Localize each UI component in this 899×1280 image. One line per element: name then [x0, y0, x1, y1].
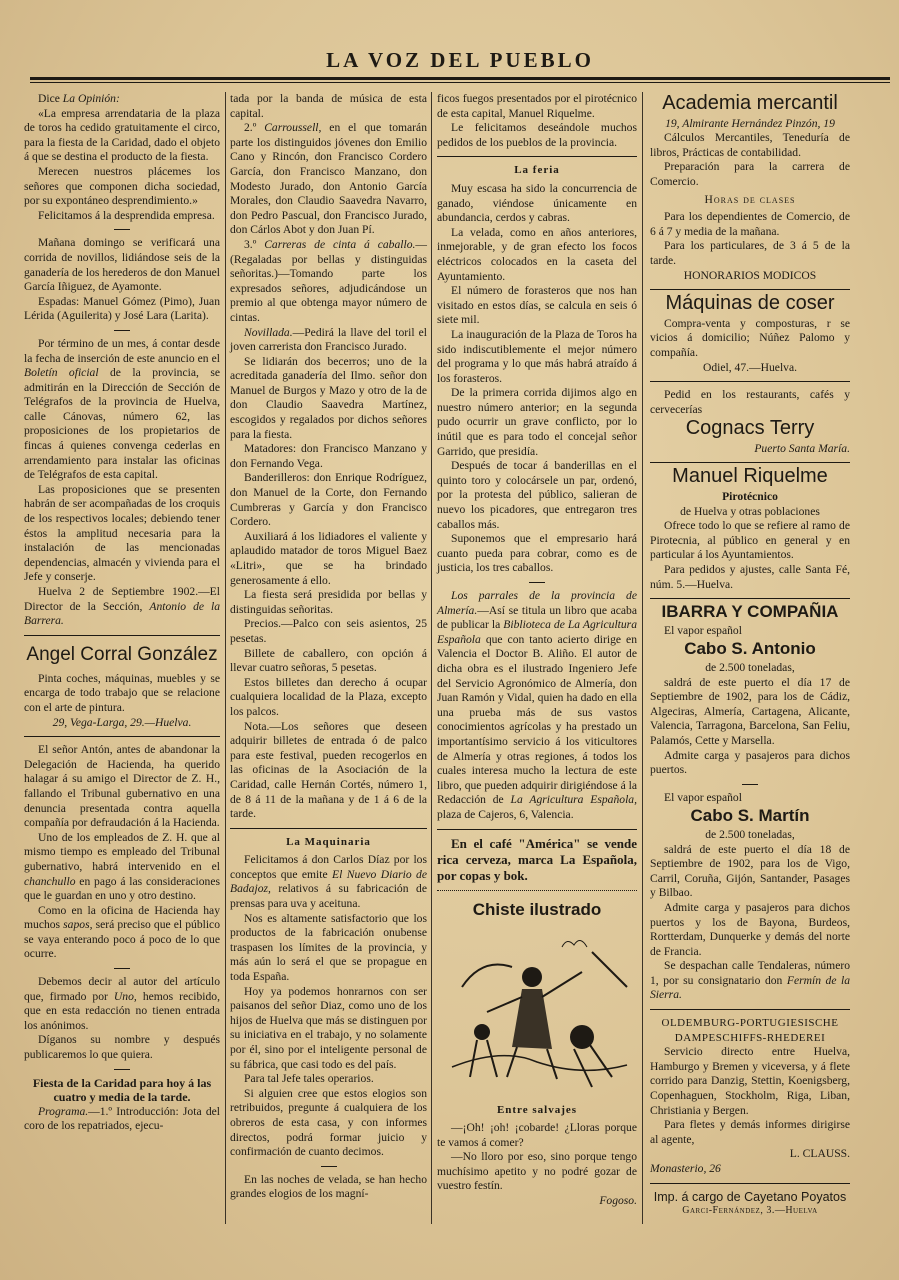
ad-address: 19, Almirante Hernández Pinzón, 19	[665, 116, 835, 130]
ad-text: En el café "América" se vende rica cerveza, marca La Española, por copas y bok.	[437, 835, 637, 883]
ad-subtitle: Puerto Santa María.	[754, 441, 850, 455]
ad-note: HONORARIOS MODICOS	[683, 268, 817, 282]
ad-title: DAMPESCHIFFS-RHEDEREI	[674, 1031, 826, 1044]
column-divider	[431, 92, 432, 1224]
article-paragraph: Como en la oficina de Hacienda hay muchos sapos, será preciso que el público se vaya enterando poco á poco de lo que ocurre.	[24, 903, 220, 961]
article-paragraph: Uno de los empleados de Z. H. que al mismo tiempo es empleado del Tribunal gubernativo, habrá intervenido en el chanchullo en pago á las consideraciones que le guardan en uno y otro destino.	[24, 830, 220, 903]
article-paragraph: 2.º Carroussell, en el que tomarán parte los distinguidos jóvenes don Emilio Cano y Rincón, don Francisco Cordero García, don Francisco Manzano, don Modesto Jurado, don Antonio García Morales, don Claudio Saavedra Navarro, don Pedro Pascual, don Francisco Jurado, don Cárlos Abot y don Juan Pí.	[230, 121, 427, 237]
article-paragraph: «La empresa arrendataria de la plaza de toros ha cedido gratuitamente el circo, para la fiesta de la Caridad, dado el objeto á que se destina el producto de la fiesta.	[24, 106, 220, 164]
ad-text: Para pedidos y ajustes, calle Santa Fé, núm. 5.—Huelva.	[650, 563, 850, 591]
separator	[24, 635, 220, 636]
masthead: LA VOZ DEL PUEBLO	[326, 48, 594, 72]
article-paragraph: Nota.—Los señores que deseen adquirir billetes de entrada ó de palco para este festival, pueden recogerlos en las oficinas de la Asociación de la Caridad, calle Hernán Cortés, número 1, de 8 á 11 de la mañana y de 1 á 6 de la tarde.	[230, 719, 427, 821]
ad-text: Pedid en los restaurants, cafés y cervecerías	[650, 388, 850, 416]
ship-name: Cabo S. Antonio	[684, 639, 816, 659]
ad-text: Para los dependientes de Comercio, de 6 á 7 y media de la mañana.	[650, 210, 850, 238]
ship-name: Cabo S. Martín	[690, 806, 810, 826]
article-paragraph: Las proposiciones que se presenten habrán de ser acompañadas de los croquis de los respectivos locales; debiendo tener éstos la amplitud necesaria para la instalación de las mencionadas dependencias, almacén y vivienda para el Jefe y conserje.	[24, 482, 220, 584]
article-paragraph: Precios.—Palco con seis asientos, 25 pesetas.	[230, 617, 427, 645]
signature: Fogoso.	[599, 1194, 637, 1208]
ad-address: 29, Vega-Larga, 29.—Huelva.	[52, 715, 192, 729]
article-paragraph: Dice La Opinión:	[38, 92, 120, 105]
separator	[437, 829, 637, 830]
ad-text: de 2.500 toneladas,	[705, 827, 795, 841]
article-paragraph: Auxiliará á los lidiadores el valiente y aplaudido matador de toros Miguel Baez «Litri», que se ha brindado generosamente á ello.	[230, 529, 427, 587]
separator	[114, 1069, 130, 1070]
separator	[742, 784, 758, 785]
caption: Entre salvajes	[496, 1103, 578, 1116]
column-4	[650, 92, 850, 1219]
article-paragraph: Por término de un mes, á contar desde la fecha de inserción de este anuncio en el Boletín oficial de la provincia, se admitirán en la Dirección de Sección de Telégrafos de la provincia de Huelva, calle Cánovas, número 62, las proposiciones de los propietarios de fincas á quienes convenga cederlas en arrendamiento para instalar las oficinas de Telégrafos de esta capital.	[24, 336, 220, 482]
ad-text: Para fletes y demás informes dirigirse al agente,	[650, 1118, 850, 1146]
separator	[650, 598, 850, 599]
article-paragraph: Banderilleros: don Enrique Rodríguez, don Manuel de la Corte, don Fernando Cumbreras y García y don Francisco Cordero.	[230, 471, 427, 529]
ad-text: Ofrece todo lo que se refiere al ramo de Pirotecnia, al público en general y en particular á los Ayuntamientos.	[650, 519, 850, 562]
article-paragraph: Felicitamos á la desprendida empresa.	[38, 208, 215, 222]
column-2	[230, 92, 427, 1202]
separator	[650, 289, 850, 290]
ad-subtitle: Pirotécnico	[722, 490, 778, 504]
ad-text: de 2.500 toneladas,	[705, 661, 795, 674]
article-paragraph: Los parrales de la provincia de Almería.—Así se titula un libro que acaba de publicar la Biblioteca de La Agricultura Española que con tanto acierto dirige en Valencia el Doctor B. Aliño. El autor de dicha obra es el ilustrado Ingeniero Jefe del Servicio Agronómico de Almería, don Juan Ramón y Vidal, quien ha dado en ella una prueba más de sus vastos conocimientos agrícolas y ha prestado un importantísimo servicio á los viticultores de Almería y otras regiones, á todos los cuales interesa mucho la lectura de este libro, que pueden adquirir dirigiéndose á la Redacción de La Agricultura Española, plaza de Cajeros, 6, Valencia.	[437, 589, 637, 821]
separator	[437, 890, 637, 891]
separator	[650, 1183, 850, 1184]
cartoon-illustration	[442, 927, 632, 1097]
section-heading: La Maquinaria	[286, 835, 371, 848]
column-1	[24, 92, 220, 1134]
ad-title: Manuel Riquelme	[672, 465, 828, 488]
dialogue: —¡Oh! ¡oh! ¡cobarde! ¿Lloras porque te vamos á comer?	[437, 1121, 637, 1149]
ad-text: saldrá de este puerto el día 17 de Septiembre de 1902, para los de Cádiz, Algeciras, Almería, Cartagena, Alicante, Valencia, Tarragona, Barcelona, San Feliu, Palamós, Cette y Marsella.	[650, 675, 850, 747]
article-paragraph: ficos fuegos presentados por el pirotécnico de esta capital, Manuel Riquelme.	[437, 92, 637, 120]
column-divider	[225, 92, 226, 1224]
article-paragraph: La fiesta será presidida por bellas y distinguidas señoritas.	[230, 588, 427, 616]
column-3	[437, 92, 637, 1209]
separator	[114, 968, 130, 969]
ad-subheading: Horas de clases	[704, 192, 796, 206]
printer-credit: Imp. á cargo de Cayetano Poyatos	[653, 1189, 847, 1204]
separator	[114, 330, 130, 331]
article-paragraph: Debemos decir al autor del artículo que, firmado por Uno, hemos recibido, que en esta redacción no tienen entrada los anónimos.	[24, 975, 221, 1032]
ad-text: Servicio directo entre Huelva, Hamburgo y Bremen y viceversa, y á flete corrido para Danzig, Stettin, Koenigsberg, Copenhaguen, Stockholm, Riga, Liban, Christiania y Bergen.	[650, 1045, 850, 1117]
article-paragraph: Suponemos que el empresario hará cuanto pueda para cobrar, como es de justicia, los tres caballos.	[437, 532, 637, 575]
article-paragraph: Le felicitamos deseándole muchos pedidos de los pueblos de la provincia.	[437, 121, 637, 149]
article-paragraph: tada por la banda de música de esta capital.	[230, 92, 427, 120]
ad-text: Pinta coches, máquinas, muebles y se encarga de todo trabajo que se relacione con el arte de pintura.	[24, 671, 220, 714]
article-paragraph: Matadores: don Francisco Manzano y don Fernando Vega.	[230, 442, 427, 470]
separator	[437, 156, 637, 157]
ad-text: saldrá de este puerto el día 18 de Septiembre de 1902, para los de Vigo, Carril, Coruña, Gijón, Santander, Pasages y Bilbao.	[650, 842, 850, 900]
column-divider	[642, 92, 643, 1224]
ad-title: IBARRA Y COMPAÑIA	[661, 602, 839, 622]
article-paragraph: El señor Antón, antes de abandonar la Delegación de Hacienda, ha querido halagar á su amigo el Director de Z. H., fallando el Tribunal gubernativo en una denuncia presentada contra aquella compañía por defraudación á la Hacienda.	[24, 743, 220, 830]
ad-text: Se despachan calle Tendaleras, número 1, por su consignatario don Fermín de la Sierra.	[650, 959, 850, 1002]
article-paragraph: Espadas: Manuel Gómez (Pimo), Juan Lérida (Aguilerita) y José Lara (Larita).	[24, 294, 220, 323]
ad-agent: L. CLAUSS.	[789, 1147, 850, 1161]
article-paragraph: Se lidiarán dos becerros; uno de la acreditada ganadería del Ilmo. señor don Manuel de Burgos y Mazo y otro de la de don Claudio Saavedra Martínez, escogidos y regalados por dichos señores para la fiesta.	[230, 354, 427, 441]
ad-text: Admite carga y pasajeros para dichos puertos.	[650, 748, 850, 777]
section-heading: Fiesta de la Caridad para hoy á las cuatro y media de la tarde.	[32, 1075, 212, 1105]
separator	[321, 1166, 337, 1167]
separator	[114, 229, 130, 230]
masthead-rule	[30, 77, 890, 80]
separator	[529, 582, 545, 583]
ad-subtitle: de Huelva y otras poblaciones	[680, 504, 820, 518]
article-paragraph: Merecen nuestros plácemes los señores que componen dicha sociedad, por su expontáneo desprendimiento.»	[24, 164, 220, 208]
ad-text: Para los particulares, de 3 á 5 de la tarde.	[650, 239, 850, 267]
article-paragraph: 3.º Carreras de cinta á caballo.—(Regaladas por bellas y distinguidas señoritas.)—Tomando parte los expresados señores, adjudicándose un premio al que obtenga mayor número de cintas.	[230, 237, 427, 324]
article-paragraph: La velada, como en años anteriores, inmejorable, y de gran efecto los focos eléctricos colocados en la caseta del Ayuntamiento.	[437, 225, 637, 283]
article-paragraph: Después de tocar á banderillas en el quinto toro y colocársele un par, ordenó, por la protesta del público, salieran de nuevo los picadores, que entregaron tres caballos más.	[437, 459, 637, 531]
article-paragraph: En las noches de velada, se han hecho grandes elogios de los magní-	[230, 1172, 427, 1201]
article-paragraph: Programa.—1.º Introducción: Jota del coro de los repatriados, ejecu-	[24, 1104, 220, 1133]
article-paragraph: Hoy ya podemos honrarnos con ser paisanos del señor Diaz, como uno de los hijos de Huelva que más se distinguen por su iniciativa en el trabajo, y no solamente por él, sino por el inteligente personal de su fábrica, que casi todo es del país.	[230, 984, 427, 1071]
ad-title: Máquinas de coser	[665, 292, 835, 315]
ad-title: Academia mercantil	[662, 92, 838, 114]
article-paragraph: Novillada.—Pedirá la llave del toril el joven carrerista don Francisco Jurado.	[230, 325, 427, 354]
ad-text: El vapor español	[664, 790, 742, 804]
section-heading: Chiste ilustrado	[472, 899, 602, 919]
dialogue: —No lloro por eso, sino porque tengo muchísimo apetito y no podré gozar de vuestro festín.	[437, 1150, 637, 1193]
article-paragraph: Estos billetes dan derecho á ocupar cualquiera localidad de la Plaza, excepto los palcos.	[230, 675, 427, 718]
article-paragraph: De la primera corrida dijimos algo en nuestro número anterior; en la segunda pudo ocurrir un grave conflicto, por lo inútil que es para todo el concejal señor Garrido, que presidía.	[437, 386, 637, 458]
article-paragraph: Billete de caballero, con opción á llevar cuatro señoras, 5 pesetas.	[230, 646, 427, 675]
ad-text: Compra-venta y composturas, r se vicios á domicilio; Núñez Palomo y compañía.	[650, 316, 850, 359]
ad-address: Monasterio, 26	[650, 1162, 721, 1175]
ad-text: El vapor español	[664, 623, 742, 637]
article-paragraph: El número de forasteros que nos han visitado en estos días, se calcula en seis ó siete mil.	[437, 284, 637, 327]
ad-title: OLDEMBURG-PORTUGIESISCHE	[661, 1017, 839, 1030]
ad-text: Preparación para la carrera de Comercio.	[650, 160, 850, 188]
ad-text: Cálculos Mercantiles, Teneduría de libros, Prácticas de contabilidad.	[650, 131, 850, 159]
separator	[650, 381, 850, 382]
separator	[230, 828, 427, 829]
article-paragraph: Felicitamos á don Carlos Díaz por los conceptos que emite El Nuevo Diario de Badajoz, relativos á su fabricación de prensas para uva y aceituna.	[230, 853, 427, 911]
article-paragraph: Para tal Jefe tales operarios.	[244, 1072, 374, 1086]
article-paragraph: Muy escasa ha sido la concurrencia de ganado, viéndose únicamente en abundancia, cerdos y cabras.	[437, 181, 637, 225]
separator	[650, 1009, 850, 1010]
ad-text: Admite carga y pasajeros para dichos puertos y los de Bayona, Burdeos, Rortterdam, Dunquerke y demás del norte de Francia.	[650, 900, 850, 958]
section-heading: La feria	[514, 164, 560, 177]
masthead-rule-thin	[30, 82, 890, 83]
ad-title: Angel Corral González	[26, 643, 218, 665]
article-paragraph: Huelva 2 de Septiembre 1902.—El Director de la Sección, Antonio de la Barrera.	[24, 585, 220, 628]
article-paragraph: Mañana domingo se verificará una corrida de novillos, lidiándose seis de la ganadería de los herederos de don Manuel García Iñiguez, de Ayamonte.	[24, 236, 220, 294]
article-paragraph: La inauguración de la Plaza de Toros ha sido indiscutiblemente el mejor número del programa y lo que más habrá atraído á los forasteros.	[437, 327, 637, 385]
article-paragraph: Nos es altamente satisfactorio que los productos de la fabricación onubense traspasen los límites de la provincia, y más aún lo será el que se propague en toda España.	[230, 911, 427, 984]
article-paragraph: Si alguien cree que estos elogios son retribuidos, pregunte á cualquiera de los obreros de esta casa, y con informes directos, podrá formar juicio y confirmación de cuanto decimos.	[230, 1086, 427, 1159]
printer-address: Garci-Fernández, 3.—Huelva	[682, 1205, 818, 1217]
ad-address: Odiel, 47.—Huelva.	[702, 360, 798, 374]
ad-title: Cognacs Terry	[685, 417, 815, 440]
separator	[650, 462, 850, 463]
separator	[24, 736, 220, 737]
article-paragraph: Díganos su nombre y después publicaremos lo que quiera.	[24, 1033, 220, 1062]
